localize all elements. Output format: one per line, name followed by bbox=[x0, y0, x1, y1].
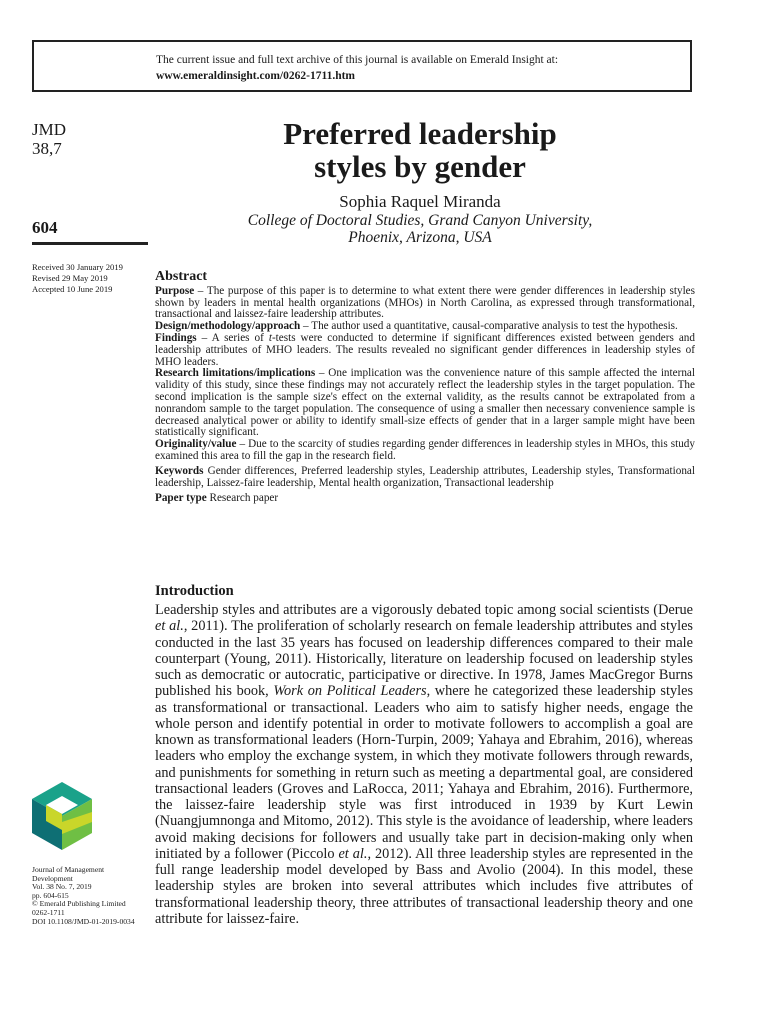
publisher-copyright: © Emerald Publishing Limited bbox=[32, 899, 126, 909]
research-text: – One implication was the convenience nature of this sample affected the internal validity of this study, since these findings may not accurately reflect the leadership styles in the target population. The second implication is the sample size's effect on the external validity, as the results cannot be extrapolated from a nonrandom sample to the target population. The consequence of using a smaller then necessary convenience sample is decreased analytical power or ability to identify small-size effects of gender that in a larger sample might have been statistically significant. bbox=[155, 367, 695, 439]
article-dates bbox=[32, 262, 123, 295]
keywords-text: Gender differences, Preferred leadership styles, Leadership attributes, Leadership styles, Transformational leadership, Laissez-faire leadership, Mental health organization, Transactional leadership bbox=[155, 464, 695, 489]
revised-date: Revised 29 May 2019 bbox=[32, 273, 108, 283]
introduction-section bbox=[155, 583, 693, 927]
abstract-section bbox=[155, 271, 695, 505]
journal-name-1: Journal of Management bbox=[32, 865, 105, 874]
intro-italic-book-title: Work on Political Leaders bbox=[273, 683, 427, 700]
author-affiliation bbox=[155, 212, 685, 246]
paper-type-text: Research paper bbox=[206, 492, 279, 505]
received-date: Received 30 January 2019 bbox=[32, 262, 123, 272]
purpose-label: Purpose bbox=[155, 284, 195, 297]
journal-code bbox=[32, 120, 66, 158]
introduction-paragraph bbox=[155, 602, 693, 927]
abstract-paper-type bbox=[155, 493, 695, 505]
intro-text-3: , where he categorized these leadership styles as transformational or transactional. Leaders who aim to satisfy higher needs, engage the whole person and identify potential in order to motivate followers to accomplish a goal are known as transformational leaders (Horn-Turpin, 2009; Yahaya and Ebrahim, 2016), whereas leaders who employ the exchange system, in which they motivate followers through rewards, and punishments for something in return such as meeting a departmental goal, are considered transactional leaders (Groves and LaRocca, 2011; Yahaya and Ebrahim, 2016). Furthermore, the laissez-faire leadership style was first introduced in 1939 by Kurt Lewin (Nuangjumnonga and Mitomo, 2012). This style is the avoidance of leadership, where leaders avoid making decisions for followers and usually take part in decision-making only when initiated by a follower (Piccolo bbox=[155, 683, 694, 862]
keywords-label: Keywords bbox=[155, 464, 204, 477]
findings-italic: t bbox=[268, 331, 272, 344]
affiliation-line-1: College of Doctoral Studies, Grand Canyon University, bbox=[247, 212, 593, 229]
page-number: 604 bbox=[32, 218, 58, 237]
journal-abbrev: JMD bbox=[32, 120, 67, 139]
article-title bbox=[155, 117, 685, 183]
design-text: – The author used a quantitative, causal-comparative analysis to test the hypothesis. bbox=[300, 320, 678, 333]
originality-text: – Due to the scarcity of studies regarding gender differences in leadership styles in MHOs, this study examined this area to fill the gap in the research field. bbox=[155, 438, 695, 462]
journal-issn: 0262-1711 bbox=[32, 907, 65, 917]
author-name: Sophia Raquel Miranda bbox=[339, 192, 501, 211]
abstract-originality bbox=[155, 439, 695, 463]
intro-italic-2: et al. bbox=[338, 845, 368, 862]
access-notice-text: The current issue and full text archive of this journal is available on Emerald Insight at: bbox=[156, 54, 559, 66]
title-line-2: styles by gender bbox=[314, 149, 526, 184]
paper-type-label: Paper type bbox=[155, 492, 207, 505]
access-notice-box bbox=[32, 40, 692, 92]
intro-italic-1: et al. bbox=[155, 618, 184, 635]
findings-text-pre: – A series of bbox=[196, 331, 269, 344]
abstract-purpose bbox=[155, 286, 695, 321]
emerald-logo-icon bbox=[32, 782, 92, 850]
intro-text-4: , 2012). All three leadership styles are represented in the full range leadership model developed by Bass and Avolio (2004). In this model, these leadership styles are broken into several attributes which includes five attributes of transformational leadership theory, three attributes of transactional leadership theory and one attribute for laissez-faire. bbox=[155, 845, 693, 927]
abstract-keywords bbox=[155, 466, 695, 490]
margin-divider bbox=[32, 242, 148, 245]
affiliation-line-2: Phoenix, Arizona, USA bbox=[348, 229, 492, 246]
journal-volume: Vol. 38 No. 7, 2019 bbox=[32, 882, 92, 892]
abstract-heading: Abstract bbox=[155, 269, 208, 284]
article-doi[interactable]: DOI 10.1108/JMD-01-2019-0034 bbox=[32, 916, 135, 926]
title-line-1: Preferred leadership bbox=[283, 116, 557, 151]
journal-pages: pp. 604-615 bbox=[32, 890, 69, 900]
journal-name-2: Development bbox=[32, 873, 73, 883]
intro-text-2: , 2011). The proliferation of scholarly research on female leadership attributes and styles conducted in the last 35 years has focused on leadership differences compared to their male counterpart (Young, 2011). Historically, literature on leadership focused on leadership styles such as democratic or autocratic, participative or directive. In 1978, James MacGregor Burns published his book, bbox=[155, 618, 693, 700]
findings-text-post: -tests were conducted to determine if significant differences existed between genders and leadership attributes of MHO leaders. The results revealed no significant gender differences in leadership styles of MHO leaders. bbox=[155, 331, 695, 368]
research-label: Research limitations/implications bbox=[155, 367, 316, 380]
journal-url-link[interactable]: www.emeraldinsight.com/0262-1711.htm bbox=[156, 70, 356, 82]
introduction-heading: Introduction bbox=[155, 583, 234, 599]
accepted-date: Accepted 10 June 2019 bbox=[32, 284, 113, 294]
intro-text-1: Leadership styles and attributes are a vigorously debated topic among social scientists (Derue bbox=[155, 602, 693, 618]
abstract-findings bbox=[155, 333, 695, 368]
originality-label: Originality/value bbox=[155, 438, 237, 451]
purpose-text: – The purpose of this paper is to determine to what extent there were gender differences in leadership styles shown by leaders in mental health organizations (MHOs) in North Carolina, as expressed through transformational, transactional and laissez-faire leadership attributes. bbox=[155, 284, 695, 321]
journal-metadata bbox=[32, 866, 142, 926]
abstract-research-limitations bbox=[155, 368, 695, 439]
findings-label: Findings bbox=[155, 331, 197, 344]
design-label: Design/methodology/approach bbox=[155, 320, 301, 333]
volume-issue: 38,7 bbox=[32, 139, 62, 158]
